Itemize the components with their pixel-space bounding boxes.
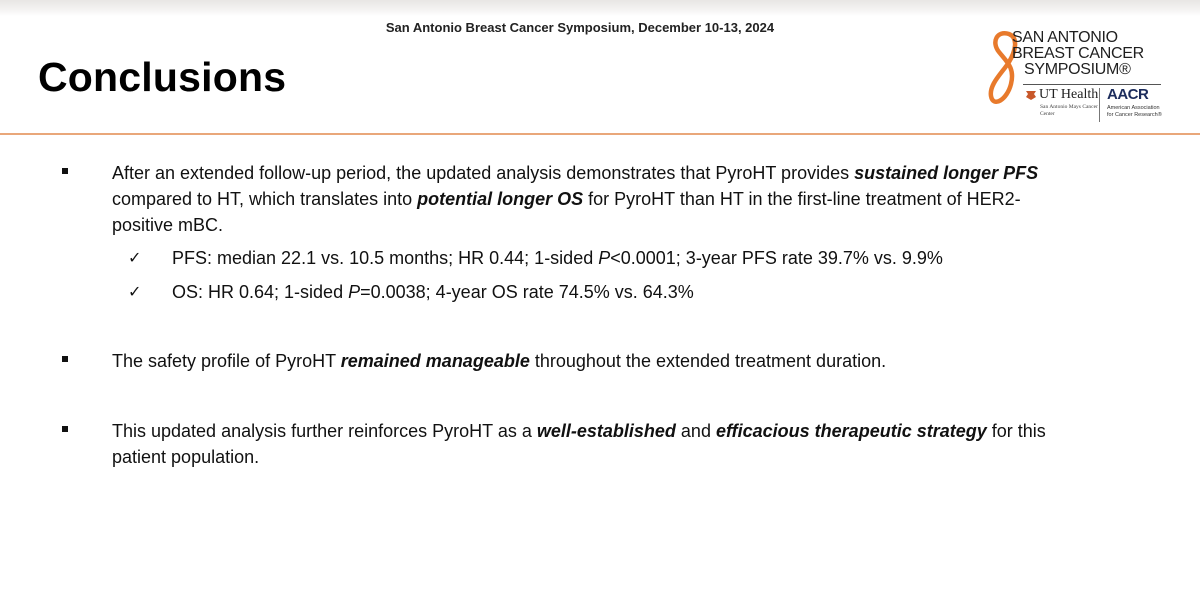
bullet-1-text-a: After an extended follow-up period, the updated analysis demonstrates that PyroHT provides (112, 163, 855, 183)
pfs-text-a: PFS: median 22.1 vs. 10.5 months; HR 0.44; 1-sided (172, 248, 599, 268)
bullet-3-text-a: This updated analysis further reinforces PyroHT as a (112, 421, 537, 441)
bullet-marker (62, 168, 68, 174)
logo-divider (1023, 84, 1161, 85)
page-title: Conclusions (38, 54, 287, 100)
bullet-text-2 (112, 348, 1072, 374)
conference-banner: San Antonio Breast Cancer Symposium, December 10-13, 2024 (385, 20, 775, 35)
bullet-3-emphasis-a: well-established (536, 421, 676, 441)
logo-line-2: BREAST CANCER (1012, 45, 1144, 62)
bullet-1-text-b: compared to HT, which translates into (112, 189, 418, 209)
bullet-1-emphasis-b: potential longer OS (417, 189, 584, 209)
bullet-marker (62, 356, 68, 362)
bullet-2-text-b: throughout the extended treatment duration. (529, 351, 887, 371)
pfs-text-b: <0.0001; 3-year PFS rate 39.7% vs. 9.9% (610, 248, 943, 268)
bullet-marker (62, 426, 68, 432)
logo-line-1: SAN ANTONIO (1012, 29, 1118, 46)
sabcs-wordmark (1012, 30, 1172, 78)
bullet-1-text-c: for PyroHT than HT in the first-line treatment of HER2-positive mBC. (112, 189, 1021, 235)
header-rule (0, 133, 1200, 135)
bullet-1-emphasis-a: sustained longer PFS (854, 163, 1039, 183)
check-icon: ✓ (128, 282, 142, 301)
bullet-text-3 (112, 418, 1072, 470)
bullet-2-text-a: The safety profile of PyroHT (112, 351, 341, 371)
sub-item-pfs-text (172, 245, 943, 271)
bullet-3-text-c: for this patient population. (112, 421, 1046, 467)
pfs-p-symbol: P (598, 248, 611, 268)
top-band (0, 0, 1200, 16)
sub-item-os-text (172, 279, 694, 305)
aacr-subtitle: American Association for Cancer Research® (1107, 105, 1162, 118)
ut-health-icon (1025, 89, 1037, 101)
bullet-2-emphasis-a: remained manageable (340, 351, 530, 371)
aacr-name: AACR (1107, 86, 1149, 103)
bullet-3-emphasis-b: efficacious therapeutic strategy (715, 421, 987, 441)
check-icon: ✓ (128, 248, 142, 267)
ut-health-name: UT Health (1039, 87, 1099, 102)
logo-line-3: SYMPOSIUM® (1024, 61, 1131, 78)
os-p-symbol: P (348, 282, 361, 302)
ut-health-subtitle: San Antonio Mays Cancer Center (1040, 104, 1098, 117)
sabcs-logo (985, 28, 1170, 128)
os-text-b: =0.0038; 4-year OS rate 74.5% vs. 64.3% (360, 282, 694, 302)
os-text-a: OS: HR 0.64; 1-sided (172, 282, 349, 302)
bullet-text-1 (112, 160, 1072, 238)
bullet-3-text-b: and (675, 421, 716, 441)
